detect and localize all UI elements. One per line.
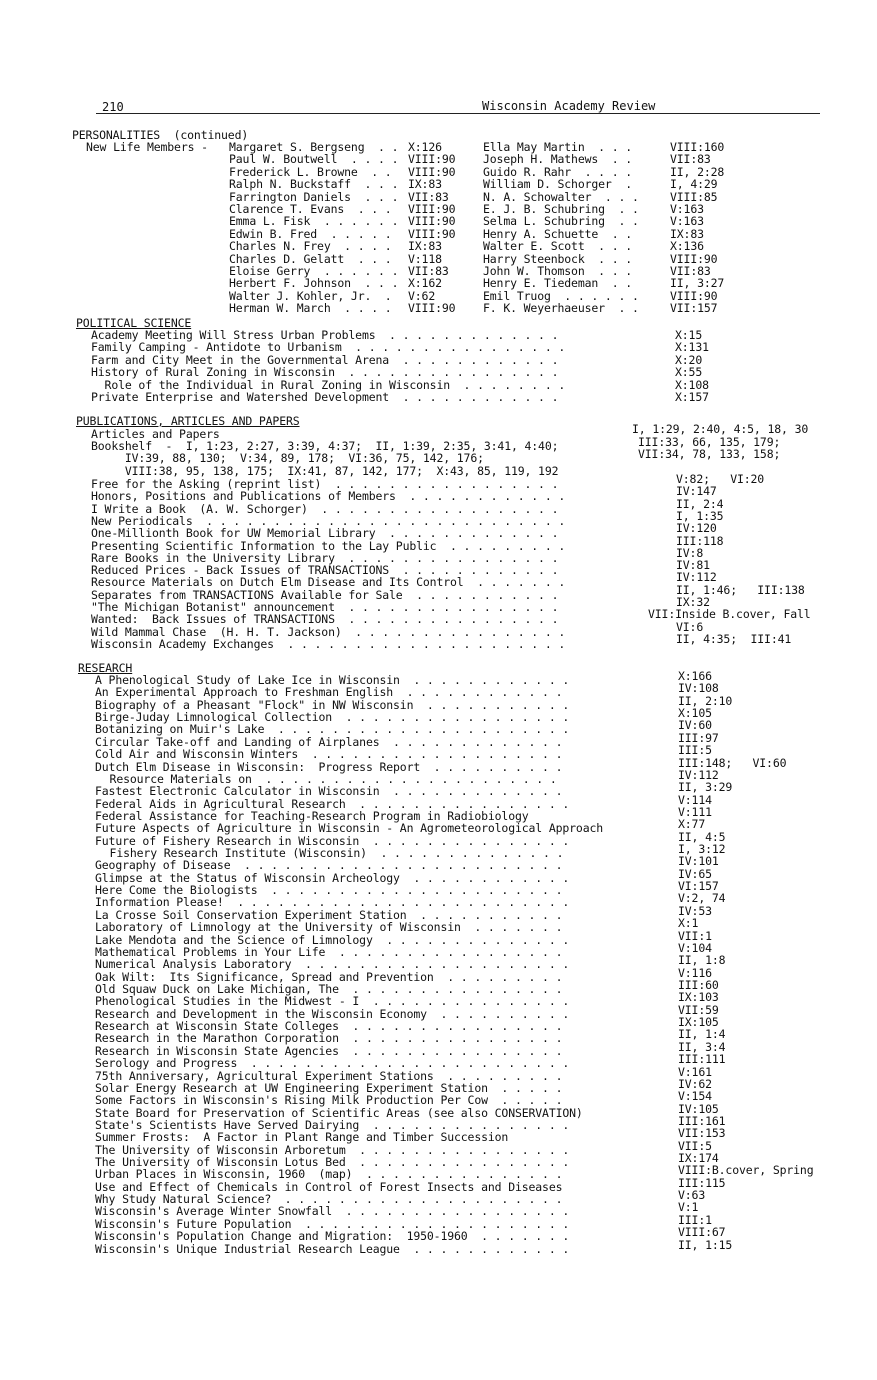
research-entry: Lake Mendota and the Science of Limnology . . . . . . . . . . . . . . [95, 932, 570, 947]
personality-ref: X:162 [408, 276, 442, 291]
research-entry: La Crosse Soil Conservation Experiment Station . . . . . . . . . . . [95, 907, 563, 922]
research-entry: Glimpse at the Status of Wisconsin Archeology . . . . . . . . . . . . [95, 870, 570, 885]
personality-ref: VII:83 [670, 264, 711, 278]
research-ref: V:63 [678, 1188, 706, 1203]
research-entry: The University of Wisconsin Arboretum . . . . . . . . . . . . . . . . [95, 1142, 570, 1157]
personality-ref: VII:83 [670, 152, 711, 167]
personality-ref: VIII:90 [408, 202, 456, 216]
personality-entry: Guido R. Rahr . . . . [483, 164, 633, 179]
personality-entry: Frederick L. Browne . . [229, 164, 392, 179]
political-science-entry: Academy Meeting Will Stress Urban Problems . . . . . . . . . . . . . [91, 328, 559, 342]
political-science-entry: Farm and City Meet in the Governmental Arena . . . . . . . . . . . . [91, 352, 559, 367]
personality-ref: II, 3:27 [670, 276, 725, 291]
articles-papers-ref: I, 1:29, 2:40, 4:5, 18, 30 [632, 422, 809, 436]
publication-entry: Wanted: Back Issues of TRANSACTIONS . . . . . . . . . . . . . . . . [91, 612, 559, 627]
publication-ref: I, 1:35 [676, 508, 724, 523]
personality-entry: F. K. Weyerhaeuser . . [483, 301, 639, 316]
personality-ref: VIII:85 [670, 189, 718, 204]
research-entry: An Experimental Approach to Freshman English . . . . . . . . . . . . [95, 685, 563, 700]
research-entry: Geography of Disease . . . . . . . . . . . . . . . . . . . . . . . . [95, 858, 563, 873]
publication-ref: IX:32 [676, 595, 710, 609]
personality-entry: Eloise Gerry . . . . . . [229, 264, 399, 278]
research-ref: II, 2:10 [678, 693, 733, 708]
research-ref: IV:65 [678, 866, 712, 881]
personality-entry: Margaret S. Bergseng . . [229, 140, 399, 154]
research-entry: Biography of a Pheasant "Flock" in NW Wisconsin . . . . . . . . . . . [95, 697, 570, 712]
political-science-entry: Role of the Individual in Rural Zoning in Wisconsin . . . . . . . . [91, 377, 566, 392]
publication-entry: Wild Mammal Chase (H. H. T. Jackson) . . . . . . . . . . . . . . . . [91, 624, 566, 639]
personality-entry: Walter J. Kohler, Jr. . [229, 288, 392, 303]
research-ref: II, 1:8 [678, 953, 726, 968]
research-entry: Serology and Progress . . . . . . . . . . . . . . . . . . . . . . . . [95, 1056, 570, 1071]
research-entry: Information Please! . . . . . . . . . . . . . . . . . . . . . . . . . [95, 895, 570, 910]
research-ref: VIII:B.cover, Spring [678, 1163, 814, 1178]
personality-entry: E. J. B. Schubring . . [483, 202, 639, 216]
research-entry: Circular Take-off and Landing of Airplanes . . . . . . . . . . . . . [95, 734, 563, 749]
research-ref: V:114 [678, 792, 712, 807]
research-ref: V:161 [678, 1064, 712, 1079]
research-ref: V:111 [678, 804, 712, 819]
research-entry: Why Study Natural Science? . . . . . . . . . . . . . . . . . . . . . [95, 1192, 563, 1207]
publication-ref: II, 2:4 [676, 496, 724, 511]
personality-ref: VII:157 [670, 301, 718, 316]
research-ref: III:60 [678, 978, 719, 992]
section-heading-publications: PUBLICATIONS, ARTICLES AND PAPERS [76, 414, 300, 428]
publication-ref: IV:147 [676, 484, 717, 499]
research-ref: IX:174 [678, 1151, 719, 1166]
research-ref: III:5 [678, 743, 712, 758]
research-entry: Dutch Elm Disease in Wisconsin: Progress Report . . . . . . . . . . [95, 759, 563, 774]
research-ref: III:111 [678, 1052, 726, 1067]
publication-ref: VII:Inside B.cover, Fall [648, 607, 811, 622]
research-ref: IX:105 [678, 1015, 719, 1030]
political-science-entry: Family Camping - Antidote to Urbanism . . . . . . . . . . . . . . . . [91, 340, 566, 355]
research-ref: IV:53 [678, 903, 712, 918]
research-ref: II, 4:5 [678, 829, 726, 844]
research-entry: Research in the Marathon Corporation . . . . . . . . . . . . . . . . [95, 1031, 563, 1046]
political-science-ref: X:157 [675, 390, 709, 404]
research-ref: IV:60 [678, 718, 712, 733]
research-ref: IX:103 [678, 990, 719, 1005]
personality-entry: Clarence T. Evans . . . [229, 202, 392, 216]
research-entry: Federal Aids in Agricultural Research . . . . . . . . . . . . . . . . [95, 796, 570, 811]
personality-entry: Herbert F. Johnson . . . [229, 276, 399, 291]
research-entry: State's Scientists Have Served Dairying . . . . . . . . . . . . . . . [95, 1117, 570, 1132]
research-ref: II, 1:15 [678, 1237, 733, 1252]
personality-entry: Emma L. Fisk . . . . . . [229, 214, 399, 229]
running-header: Wisconsin Academy Review [482, 99, 656, 113]
research-ref: VII:153 [678, 1126, 726, 1141]
bookshelf-line: IV:39, 88, 130; V:34, 89, 178; VI:36, 75, 142, 176; [91, 451, 484, 466]
publication-entry: One-Millionth Book for UW Memorial Library . . . . . . . . . . . . . [91, 526, 559, 541]
publication-ref: VI:6 [676, 619, 704, 634]
research-ref: IV:105 [678, 1101, 719, 1116]
research-entry: Laboratory of Limnology at the University of Wisconsin . . . . . . . [95, 920, 563, 935]
personality-entry: Edwin B. Fred . . . . . [229, 226, 392, 241]
personality-ref: VIII:90 [408, 152, 456, 167]
political-science-ref: X:15 [675, 328, 703, 342]
personality-entry: Walter E. Scott . . . [483, 239, 633, 254]
research-entry: Resource Materials on . . . . . . . . . . . . . . . . . . . . . . [96, 771, 557, 786]
personality-ref: V:62 [408, 288, 436, 303]
publication-entry: Resource Materials on Dutch Elm Disease and Its Control . . . . . . . [91, 575, 566, 590]
research-entry: Wisconsin's Average Winter Snowfall . . . . . . . . . . . . . . . . . [95, 1204, 570, 1219]
personality-ref: VIII:90 [408, 164, 456, 179]
research-entry: Federal Assistance for Teaching-Research Program in Radiobiology [95, 808, 529, 823]
research-entry: Numerical Analysis Laboratory . . . . . . . . . . . . . . . . . . . . [95, 957, 570, 972]
publication-ref: IV:81 [676, 558, 710, 573]
bookshelf-line-right: VII:34, 78, 133, 158; [638, 447, 781, 462]
personality-entry: Harry Steenbock . . . [483, 251, 633, 266]
bookshelf-line: Bookshelf - I, 1:23, 2:27, 3:39, 4:37; II, 1:39, 2:35, 3:41, 4:40; [91, 439, 559, 453]
research-ref: X:1 [678, 916, 699, 931]
research-ref: VI:157 [678, 879, 719, 894]
research-entry: Future of Fishery Research in Wisconsin . . . . . . . . . . . . . . . [95, 833, 570, 848]
research-entry: Mathematical Problems in Your Life . . . . . . . . . . . . . . . . . [95, 944, 563, 959]
research-ref: VIII:67 [678, 1225, 726, 1240]
research-ref: II, 3:4 [678, 1039, 726, 1054]
research-entry: Oak Wilt: Its Significance, Spread and Prevention . . . . . . . . . [95, 969, 563, 984]
header-rule [96, 113, 820, 114]
research-entry: Cold Air and Wisconsin Winters . . . . . . . . . . . . . . . . . . . [95, 747, 563, 762]
publication-ref: II, 4:35; III:41 [676, 631, 792, 646]
personality-entry: Henry A. Schuette . . [483, 226, 633, 241]
publication-ref: II, 1:46; III:138 [676, 582, 805, 597]
publication-ref: IV:112 [676, 570, 717, 585]
research-entry: Research and Development in the Wisconsin Economy . . . . . . . . . . [95, 1006, 570, 1021]
personality-entry: Farrington Daniels . . . [229, 189, 399, 204]
publication-ref: III:118 [676, 533, 724, 548]
section-heading-research: RESEARCH [78, 661, 133, 675]
research-ref: III:148; VI:60 [678, 755, 787, 770]
research-ref: X:166 [678, 669, 712, 683]
research-entry: Some Factors in Wisconsin's Rising Milk Production Per Cow . . . . . [95, 1093, 563, 1108]
research-ref: IV:112 [678, 767, 719, 782]
new-life-members-label: New Life Members - [86, 140, 215, 154]
personality-entry: Henry E. Tiedeman . . [483, 276, 633, 291]
personality-entry: Charles N. Frey . . . . [229, 239, 392, 254]
personality-ref: X:136 [670, 239, 704, 254]
personality-ref: IX:83 [408, 239, 442, 254]
personality-entry: Joseph H. Mathews . . [483, 152, 633, 167]
political-science-ref: X:131 [675, 340, 709, 355]
research-entry: Summer Frosts: A Factor in Plant Range and Timber Succession [95, 1130, 509, 1145]
research-entry: Fastest Electronic Calculator in Wisconsin . . . . . . . . . . . . . [95, 784, 563, 799]
personality-ref: VII:83 [408, 264, 449, 278]
research-ref: V:104 [678, 940, 712, 955]
page-number: 210 [102, 100, 124, 114]
bookshelf-line: VIII:38, 95, 138, 175; IX:41, 87, 142, 177; X:43, 85, 119, 192 [91, 463, 559, 478]
personality-ref: VIII:90 [408, 301, 456, 316]
articles-papers-label: Articles and Papers [91, 427, 220, 441]
research-entry: Urban Places in Wisconsin, 1960 (map) . . . . . . . . . . . . . . . [95, 1167, 563, 1182]
section-heading-political-science: POLITICAL SCIENCE [76, 316, 192, 330]
personality-ref: IX:83 [670, 226, 704, 241]
research-ref: VII:59 [678, 1002, 719, 1017]
personality-ref: IX:83 [408, 177, 442, 192]
bookshelf-line-right: III:33, 66, 135, 179; [638, 435, 781, 449]
research-ref: I, 3:12 [678, 842, 726, 857]
personality-ref: I, 4:29 [670, 177, 718, 192]
research-entry: Birge-Juday Limnological Collection . . . . . . . . . . . . . . . . . [95, 710, 570, 725]
research-entry: Here Come the Biologists . . . . . . . . . . . . . . . . . . . . . . [95, 883, 563, 898]
research-ref: II, 1:4 [678, 1027, 726, 1042]
political-science-entry: History of Rural Zoning in Wisconsin . . . . . . . . . . . . . . . . [91, 365, 559, 380]
personality-ref: VIII:90 [670, 288, 718, 303]
personality-entry: Charles D. Gelatt . . . [229, 251, 392, 266]
political-science-ref: X:108 [675, 377, 709, 392]
research-ref: III:97 [678, 730, 719, 745]
research-ref: III:115 [678, 1175, 726, 1190]
research-ref: V:116 [678, 965, 712, 980]
personality-ref: VIII:90 [408, 214, 456, 229]
publication-entry: Free for the Asking (reprint list) . . . . . . . . . . . . . . . . . [91, 477, 559, 491]
publication-ref: IV:8 [676, 545, 704, 560]
publication-entry: Rare Books in the University Library . . . . . . . . . . . . . . . . [91, 550, 559, 565]
research-entry: A Phenological Study of Lake Ice in Wisconsin . . . . . . . . . . . . [95, 673, 570, 687]
research-ref: V:1 [678, 1200, 699, 1215]
research-ref: IV:108 [678, 681, 719, 696]
personality-entry: Emil Truog . . . . . . [483, 288, 639, 303]
publication-entry: Separates from TRANSACTIONS Available for Sale . . . . . . . . . . . [91, 587, 559, 602]
research-entry: Phenological Studies in the Midwest - I . . . . . . . . . . . . . . . [95, 994, 570, 1009]
research-ref: X:77 [678, 817, 706, 832]
research-ref: III:1 [678, 1212, 712, 1227]
personality-ref: VIII:90 [670, 251, 718, 266]
research-entry: Future Aspects of Agriculture in Wisconsin - An Agrometeorological Approach [95, 821, 604, 836]
personality-ref: II, 2:28 [670, 164, 725, 179]
publication-entry: New Periodicals . . . . . . . . . . . . . . . . . . . . . . . . . . . [91, 513, 566, 528]
publication-entry: Presenting Scientific Information to the Lay Public . . . . . . . . . [91, 538, 566, 553]
personality-entry: Ralph N. Buckstaff . . . [229, 177, 399, 192]
personality-entry: Selma L. Schubring . . [483, 214, 639, 229]
personality-ref: VIII:160 [670, 140, 725, 154]
research-ref: VII:5 [678, 1138, 712, 1153]
research-entry: State Board for Preservation of Scientific Areas (see also CONSERVATION) [95, 1105, 583, 1120]
publication-ref: IV:120 [676, 521, 717, 536]
research-entry: Research at Wisconsin State Colleges . . . . . . . . . . . . . . . . [95, 1019, 563, 1034]
section-heading-personalities: PERSONALITIES (continued) [72, 128, 249, 142]
research-entry: Wisconsin's Unique Industrial Research League . . . . . . . . . . . . [95, 1241, 570, 1256]
personality-ref: V:163 [670, 202, 704, 216]
personality-ref: VIII:90 [408, 226, 456, 241]
publication-entry: Reduced Prices - Back Issues of TRANSACTIONS . . . . . . . . . . . . [91, 563, 559, 578]
research-ref: V:154 [678, 1089, 712, 1104]
publication-entry: I Write a Book (A. W. Schorger) . . . . . . . . . . . . . . . . . . [91, 501, 559, 516]
research-ref: X:105 [678, 706, 712, 721]
personality-ref: V:118 [408, 251, 442, 266]
personality-entry: William D. Schorger . [483, 177, 633, 192]
personality-entry: Ella May Martin . . . [483, 140, 633, 154]
research-entry: The University of Wisconsin Lotus Bed . . . . . . . . . . . . . . . . [95, 1155, 570, 1170]
research-ref: VII:1 [678, 928, 712, 943]
research-entry: Botanizing on Muir's Lake . . . . . . . . . . . . . . . . . . . . . . [95, 722, 570, 737]
research-entry: Wisconsin's Future Population . . . . . . . . . . . . . . . . . . . . [95, 1216, 570, 1231]
personality-entry: John W. Thomson . . . [483, 264, 633, 278]
publication-entry: Wisconsin Academy Exchanges . . . . . . . . . . . . . . . . . . . . . [91, 636, 566, 651]
research-entry: 75th Anniversary, Agricultural Experiment Stations . . . . . . . . . [95, 1068, 563, 1083]
research-entry: Fishery Research Institute (Wisconsin) . . . . . . . . . . . . . . [96, 846, 564, 861]
research-ref: V:2, 74 [678, 891, 726, 906]
research-entry: Research in Wisconsin State Agencies . . . . . . . . . . . . . . . . [95, 1043, 563, 1058]
research-entry: Solar Energy Research at UW Engineering Experiment Station . . . . . [95, 1080, 563, 1095]
personality-entry: N. A. Schowalter . . . [483, 189, 639, 204]
research-ref: III:161 [678, 1113, 726, 1128]
personality-entry: Paul W. Boutwell . . . . [229, 152, 399, 167]
research-entry: Old Squaw Duck on Lake Michigan, The . . . . . . . . . . . . . . . . [95, 982, 563, 996]
research-ref: IV:62 [678, 1076, 712, 1091]
publication-entry: "The Michigan Botanist" announcement . . . . . . . . . . . . . . . . [91, 600, 559, 614]
political-science-entry: Private Enterprise and Watershed Development . . . . . . . . . . . . [91, 390, 559, 404]
publication-ref: V:82; VI:20 [676, 472, 765, 486]
political-science-ref: X:55 [675, 365, 703, 380]
political-science-ref: X:20 [675, 352, 703, 367]
research-ref: II, 3:29 [678, 780, 733, 795]
research-entry: Wisconsin's Population Change and Migration: 1950-1960 . . . . . . . [95, 1229, 570, 1244]
personality-ref: VII:83 [408, 189, 449, 204]
personality-ref: X:126 [408, 140, 442, 154]
personality-entry: Herman W. March . . . . [229, 301, 392, 316]
personality-ref: V:163 [670, 214, 704, 229]
publication-entry: Honors, Positions and Publications of Members . . . . . . . . . . . . [91, 489, 566, 504]
research-entry: Use and Effect of Chemicals in Control of Forest Insects and Diseases [95, 1179, 563, 1194]
research-ref: IV:101 [678, 854, 719, 869]
